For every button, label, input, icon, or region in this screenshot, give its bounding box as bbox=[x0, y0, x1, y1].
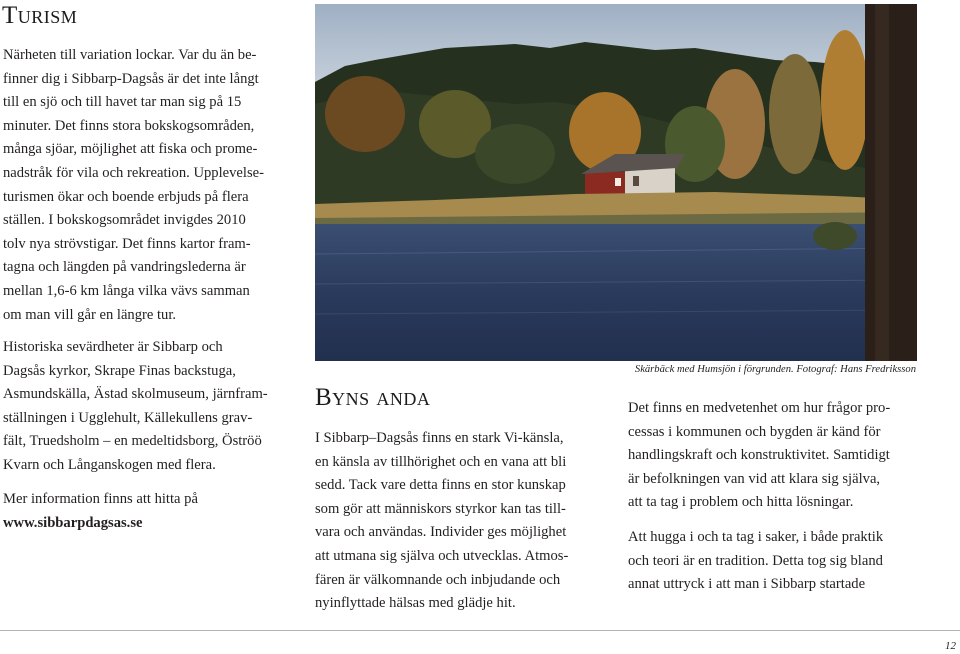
text-line: många sjöar, möjlighet att fiska och prome- bbox=[3, 141, 258, 158]
text-line: tolv nya strövstigar. Det finns kartor fram- bbox=[3, 235, 251, 252]
website-link[interactable]: www.sibbarpdagsas.se bbox=[3, 514, 143, 531]
photo-caption: Skärbäck med Humsjön i förgrunden. Fotograf: Hans Fredriksson bbox=[634, 364, 916, 375]
text-line: ställen. I bokskogsområdet invigdes 2010 bbox=[3, 212, 246, 229]
byns-anda-paragraph bbox=[315, 427, 568, 616]
text-line: annat uttryck i att man i Sibbarp startade bbox=[628, 576, 866, 593]
text-line: som gör att människors styrkor kan tas till- bbox=[315, 500, 566, 517]
text-line: finner dig i Sibbarp-Dagsås är det inte långt bbox=[3, 70, 259, 87]
text-line: ställningen i Ugglehult, Källekullens grav- bbox=[3, 409, 253, 426]
text-line: mellan 1,6-6 km långa vilka vävs samman bbox=[3, 282, 250, 299]
section-heading-byns-anda: Byns anda bbox=[315, 384, 431, 411]
text-line: cessas i kommunen och bygden är känd för bbox=[628, 423, 881, 440]
historia-paragraph bbox=[3, 336, 268, 478]
text-line: Kvarn och Långanskogen med flera. bbox=[3, 456, 216, 473]
text-line: sedd. Tack vare detta finns en stor kunskap bbox=[315, 477, 566, 494]
text-line: I Sibbarp–Dagsås finns en stark Vi-känsla, bbox=[315, 430, 564, 446]
lake-photo bbox=[315, 4, 917, 361]
more-info-paragraph bbox=[3, 488, 198, 535]
text-line: Historiska sevärdheter är Sibbarp och bbox=[3, 339, 223, 355]
text-line: turismen ökar och boende erbjuds på flera bbox=[3, 188, 249, 205]
text-line: Närheten till variation lockar. Var du än be- bbox=[3, 47, 257, 63]
text-line: en känsla av tillhörighet och en vana att bli bbox=[315, 453, 567, 470]
lake-landscape-image bbox=[315, 4, 917, 361]
text-line: fält, Truedsholm – en medeltidsborg, Öströö bbox=[3, 433, 262, 450]
text-line: till en sjö och till havet tar man sig på 15 bbox=[3, 94, 242, 111]
right-paragraph-2 bbox=[628, 526, 883, 597]
text-line: att ta tag i problem och hitta lösningar. bbox=[628, 494, 854, 511]
text-line: vara och användas. Individer ges möjlighet bbox=[315, 524, 567, 541]
text-line: Att hugga i och ta tag i saker, i både praktik bbox=[628, 529, 884, 545]
text-line: fären är välkomnande och inbjudande och bbox=[315, 571, 561, 588]
text-line: Det finns en medvetenhet om hur frågor pro- bbox=[628, 400, 891, 416]
right-paragraph-1 bbox=[628, 397, 890, 515]
text-line: om man vill går en längre tur. bbox=[3, 306, 177, 323]
text-line: nyinflyttade hälsas med glädje hit. bbox=[315, 595, 516, 612]
text-line: tagna och längden på vandringslederna är bbox=[3, 259, 246, 276]
text-line: handlingskraft och konstruktivitet. Samtidigt bbox=[628, 447, 890, 464]
text-line: är befolkningen van vid att klara sig själva, bbox=[628, 470, 881, 487]
text-line: Asmundskälla, Ästad skolmuseum, järnfram- bbox=[3, 386, 268, 403]
text-line: och teori är en tradition. Detta tog sig bland bbox=[628, 552, 883, 569]
text-line: Dagsås kyrkor, Skrape Finas backstuga, bbox=[3, 362, 236, 379]
more-info-text: Mer information finns att hitta på bbox=[3, 491, 198, 507]
page-divider bbox=[0, 630, 960, 631]
page-number: 12 bbox=[945, 640, 956, 652]
turism-paragraph bbox=[3, 44, 264, 327]
text-line: nadstråk för vila och rekreation. Upplevelse- bbox=[3, 164, 264, 181]
text-line: minuter. Det finns stora bokskogsområden, bbox=[3, 117, 255, 134]
text-line: att utmana sig själva och utvecklas. Atmos- bbox=[315, 547, 569, 564]
section-heading-turism: Turism bbox=[2, 2, 78, 29]
